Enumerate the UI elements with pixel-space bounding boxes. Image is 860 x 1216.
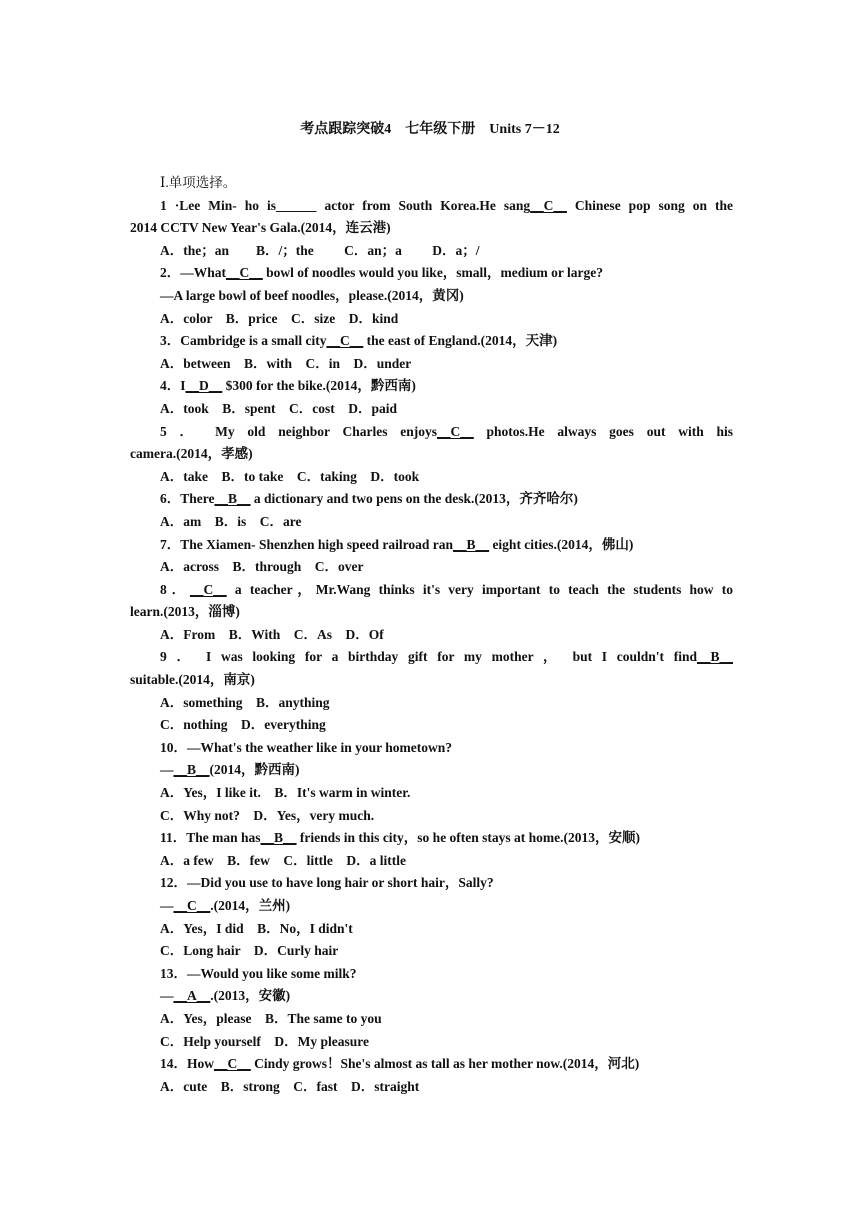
question-1-options: A．the；an B．/；the C．an；a D．a；/	[160, 242, 480, 258]
question-10-options-c: C．Why not? D．Yes，very much.	[160, 807, 375, 823]
question-2-stem: 2．—What__C__ bowl of noodles would you like，small，medium or large?	[160, 265, 604, 281]
question-13-answer: —__A__.(2013，安徽)	[160, 988, 291, 1004]
question-5-options: A．take B．to take C．taking D．took	[160, 468, 420, 484]
question-12-answer: —__C__.(2014，兰州)	[160, 898, 291, 913]
question-4-options: A．took B．spent C．cost D．paid	[160, 400, 398, 416]
answer-blank-2: __C__	[226, 265, 263, 281]
question-list	[130, 172, 733, 1098]
question-6-stem: 6．There__B__ a dictionary and two pens on the desk.(2013，齐齐哈尔)	[160, 491, 578, 507]
answer-blank-4: __D__	[185, 378, 223, 394]
section-title: Ⅰ.单项选择。	[160, 175, 237, 190]
question-3-stem: 3．Cambridge is a small city__C__ the east of England.(2014，天津)	[160, 333, 558, 349]
question-9-stem-cont: suitable.(2014，南京)	[130, 672, 255, 688]
answer-blank-12: __C__	[173, 898, 211, 913]
question-9-stem: 9 ． I was looking for a birthday gift for my mother ， but I couldn't find__B__	[160, 649, 733, 665]
answer-blank-7: __B__	[453, 536, 490, 552]
question-7-stem: 7．The Xiamen- Shenzhen high speed railroad ran__B__ eight cities.(2014，佛山)	[160, 536, 634, 552]
answer-blank-3: __C__	[326, 333, 364, 349]
question-1-stem: 1 ·Lee Min- ho is______ actor from South Korea.He sang__C__ Chinese pop song on the	[160, 197, 733, 213]
question-10-options-a: A．Yes，I like it. B．It's warm in winter.	[160, 785, 411, 801]
question-8-options: A．From B．With C．As D．Of	[160, 626, 384, 642]
question-13-options-a: A．Yes，please B．The same to you	[160, 1010, 382, 1026]
question-9-options-c: C．nothing D．everything	[160, 717, 326, 733]
question-5-stem: 5 ． My old neighbor Charles enjoys__C__ photos.He always goes out with his	[160, 423, 733, 439]
question-14-options: A．cute B．strong C．fast D．straight	[160, 1078, 420, 1094]
answer-blank-1: __C__	[530, 197, 567, 213]
answer-blank-11: __B__	[260, 830, 297, 846]
question-13-options-c: C．Help yourself D．My pleasure	[160, 1033, 369, 1049]
question-12-options-c: C．Long hair D．Curly hair	[160, 943, 339, 959]
question-2-options: A．color B．price C．size D．kind	[160, 310, 399, 326]
question-14-stem: 14．How__C__ Cindy grows！She's almost as tall as her mother now.(2014，河北)	[160, 1056, 640, 1072]
answer-blank-10: __B__	[173, 762, 210, 778]
answer-blank-14: __C__	[214, 1056, 251, 1072]
question-10-stem: 10．—What's the weather like in your hometown?	[160, 739, 453, 755]
question-9-options-a: A．something B．anything	[160, 694, 330, 710]
question-12-options-a: A．Yes，I did B．No，I didn't	[160, 920, 353, 936]
question-6-options: A．am B．is C．are	[160, 513, 302, 529]
question-12-stem: 12．—Did you use to have long hair or short hair，Sally?	[160, 875, 494, 891]
question-11-stem: 11．The man has__B__ friends in this city，so he often stays at home.(2013，安顺)	[160, 830, 641, 846]
question-7-options: A．across B．through C．over	[160, 559, 364, 575]
answer-blank-9: __B__	[696, 649, 733, 665]
question-10-answer: —__B__(2014，黔西南)	[160, 762, 300, 778]
question-1-stem-cont: 2014 CCTV New Year's Gala.(2014，连云港)	[130, 220, 391, 236]
answer-blank-6: __B__	[214, 491, 251, 507]
question-8-stem: 8．__C__ a teacher，Mr.Wang thinks it's very important to teach the students how to	[160, 581, 733, 597]
question-2-stem-cont: —A large bowl of beef noodles，please.(2014，黄冈)	[160, 287, 464, 303]
question-8-stem-cont: learn.(2013，淄博)	[130, 604, 240, 620]
answer-blank-5: __C__	[437, 423, 474, 439]
answer-blank-8: __C__	[189, 581, 227, 597]
question-3-options: A．between B．with C．in D．under	[160, 355, 412, 371]
question-5-stem-cont: camera.(2014，孝感)	[130, 446, 253, 462]
question-4-stem: 4．I__D__ $300 for the bike.(2014，黔西南)	[160, 378, 416, 394]
question-11-options: A．a few B．few C．little D．a little	[160, 852, 406, 868]
answer-blank-13: __A__	[173, 988, 211, 1004]
question-13-stem: 13．—Would you like some milk?	[160, 965, 357, 981]
page-title: 考点跟踪突破4 七年级下册 Units 7－12	[300, 122, 560, 137]
